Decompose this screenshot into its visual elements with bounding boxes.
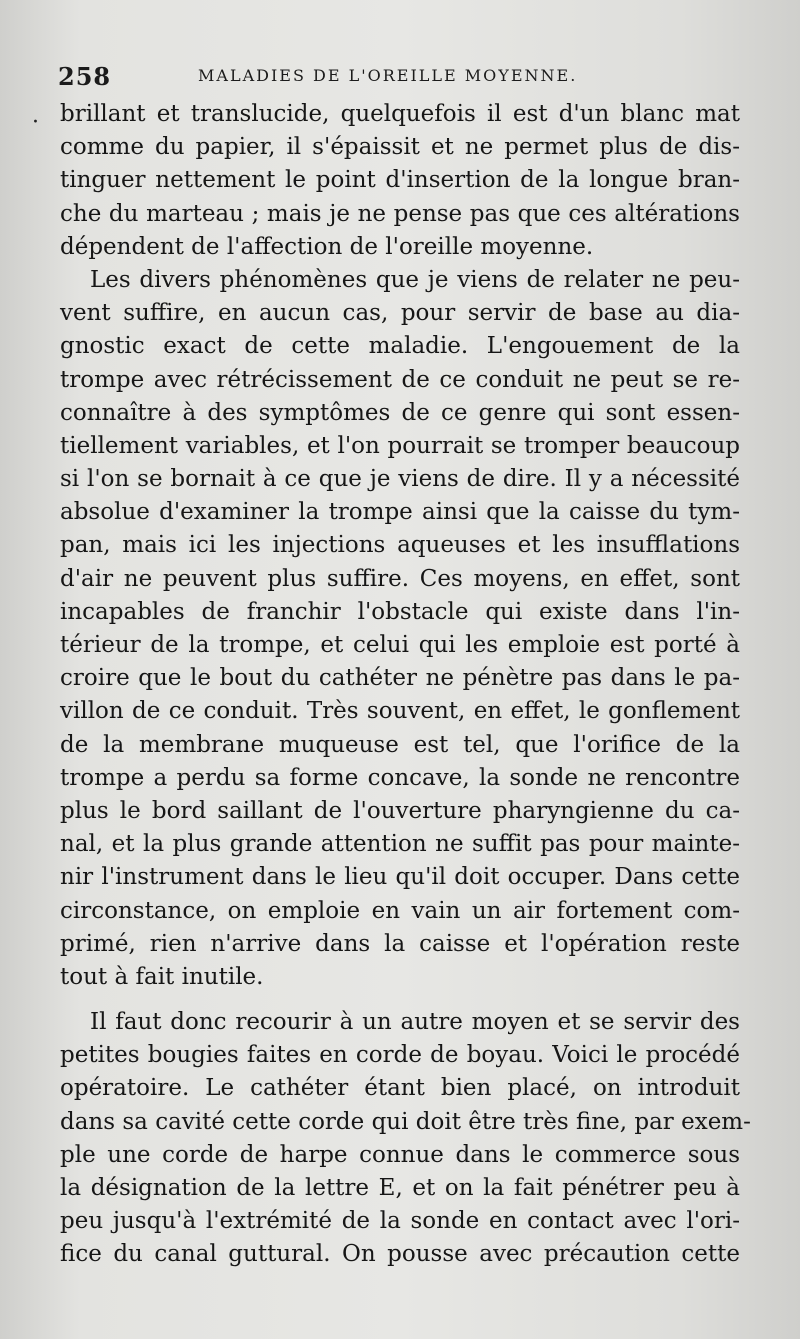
text-line: vent suffire, en aucun cas, pour servir de base au dia- bbox=[60, 300, 740, 327]
text-line: nir l'instrument dans le lieu qu'il doit occuper. Dans cette bbox=[60, 864, 740, 891]
text-line: dans sa cavité cette corde qui doit être très fine, par exem- bbox=[60, 1108, 751, 1135]
page-number: 258 bbox=[58, 62, 112, 91]
text-line: brillant et translucide, quelquefois il est d'un blanc mat bbox=[60, 101, 740, 127]
text-line: connaître à des symptômes de ce genre qui sont essen- bbox=[60, 399, 740, 426]
text-line: Il faut donc recourir à un autre moyen et se servir des bbox=[90, 1009, 740, 1036]
text-line: dépendent de l'affection de l'oreille moyenne. bbox=[60, 233, 594, 260]
text-line: fice du canal guttural. On pousse avec précaution cette bbox=[60, 1241, 740, 1268]
text-line: tinguer nettement le point d'insertion de la longue bran- bbox=[60, 167, 740, 194]
paragraph-gap bbox=[60, 994, 740, 1006]
text-line: che du marteau ; mais je ne pense pas que ces altérations bbox=[60, 200, 740, 227]
text-line: tiellement variables, et l'on pourrait se tromper beaucoup bbox=[60, 432, 740, 459]
text-line: trompe avec rétrécissement de ce conduit ne peut se re- bbox=[60, 366, 740, 393]
text-line: absolue d'examiner la trompe ainsi que la caisse du tym- bbox=[60, 499, 740, 526]
text-line: tout à fait inutile. bbox=[60, 963, 264, 990]
text-line: trompe a perdu sa forme concave, la sonde ne rencontre bbox=[60, 764, 740, 791]
text-line: circonstance, on emploie en vain un air fortement com- bbox=[60, 897, 740, 924]
text-line: ple une corde de harpe connue dans le commerce sous bbox=[60, 1141, 740, 1168]
text-line: opératoire. Le cathéter étant bien placé, on introduit bbox=[60, 1075, 740, 1102]
text-line: la désignation de la lettre E, et on la fait pénétrer peu à bbox=[60, 1175, 740, 1201]
body-text bbox=[60, 98, 751, 1272]
margin-mark: · bbox=[32, 110, 39, 135]
text-line: d'air ne peuvent plus suffire. Ces moyens, en effet, sont bbox=[60, 565, 740, 592]
text-line: gnostic exact de cette maladie. L'engouement de la bbox=[60, 333, 740, 360]
text-line: villon de ce conduit. Très souvent, en effet, le gonflement bbox=[60, 698, 740, 725]
text-line: de la membrane muqueuse est tel, que l'orifice de la bbox=[60, 731, 740, 758]
text-line: nal, et la plus grande attention ne suffit pas pour mainte- bbox=[60, 831, 740, 858]
text-line: primé, rien n'arrive dans la caisse et l'opération reste bbox=[60, 930, 740, 957]
text-line: si l'on se bornait à ce que je viens de dire. Il y a nécessité bbox=[60, 466, 740, 493]
text-line: incapables de franchir l'obstacle qui existe dans l'in- bbox=[60, 598, 740, 625]
text-line: pan, mais ici les injections aqueuses et les insufflations bbox=[60, 532, 740, 559]
paragraph bbox=[60, 98, 740, 264]
text-line: croire que le bout du cathéter ne pénètre pas dans le pa- bbox=[60, 665, 740, 692]
text-line: petites bougies faites en corde de boyau. Voici le procédé bbox=[60, 1042, 740, 1069]
text-line: Les divers phénomènes que je viens de relater ne peu- bbox=[90, 266, 740, 293]
text-line: térieur de la trompe, et celui qui les emploie est porté à bbox=[60, 632, 740, 658]
text-line: peu jusqu'à l'extrémité de la sonde en contact avec l'ori- bbox=[60, 1208, 740, 1235]
text-line: plus le bord saillant de l'ouverture pharyngienne du ca- bbox=[60, 797, 740, 824]
text-line: comme du papier, il s'épaissit et ne permet plus de dis- bbox=[60, 134, 740, 161]
running-head: MALADIES DE L'OREILLE MOYENNE. bbox=[198, 66, 578, 85]
paragraph bbox=[60, 264, 740, 994]
page-header bbox=[58, 58, 738, 90]
paragraph bbox=[60, 1006, 751, 1272]
